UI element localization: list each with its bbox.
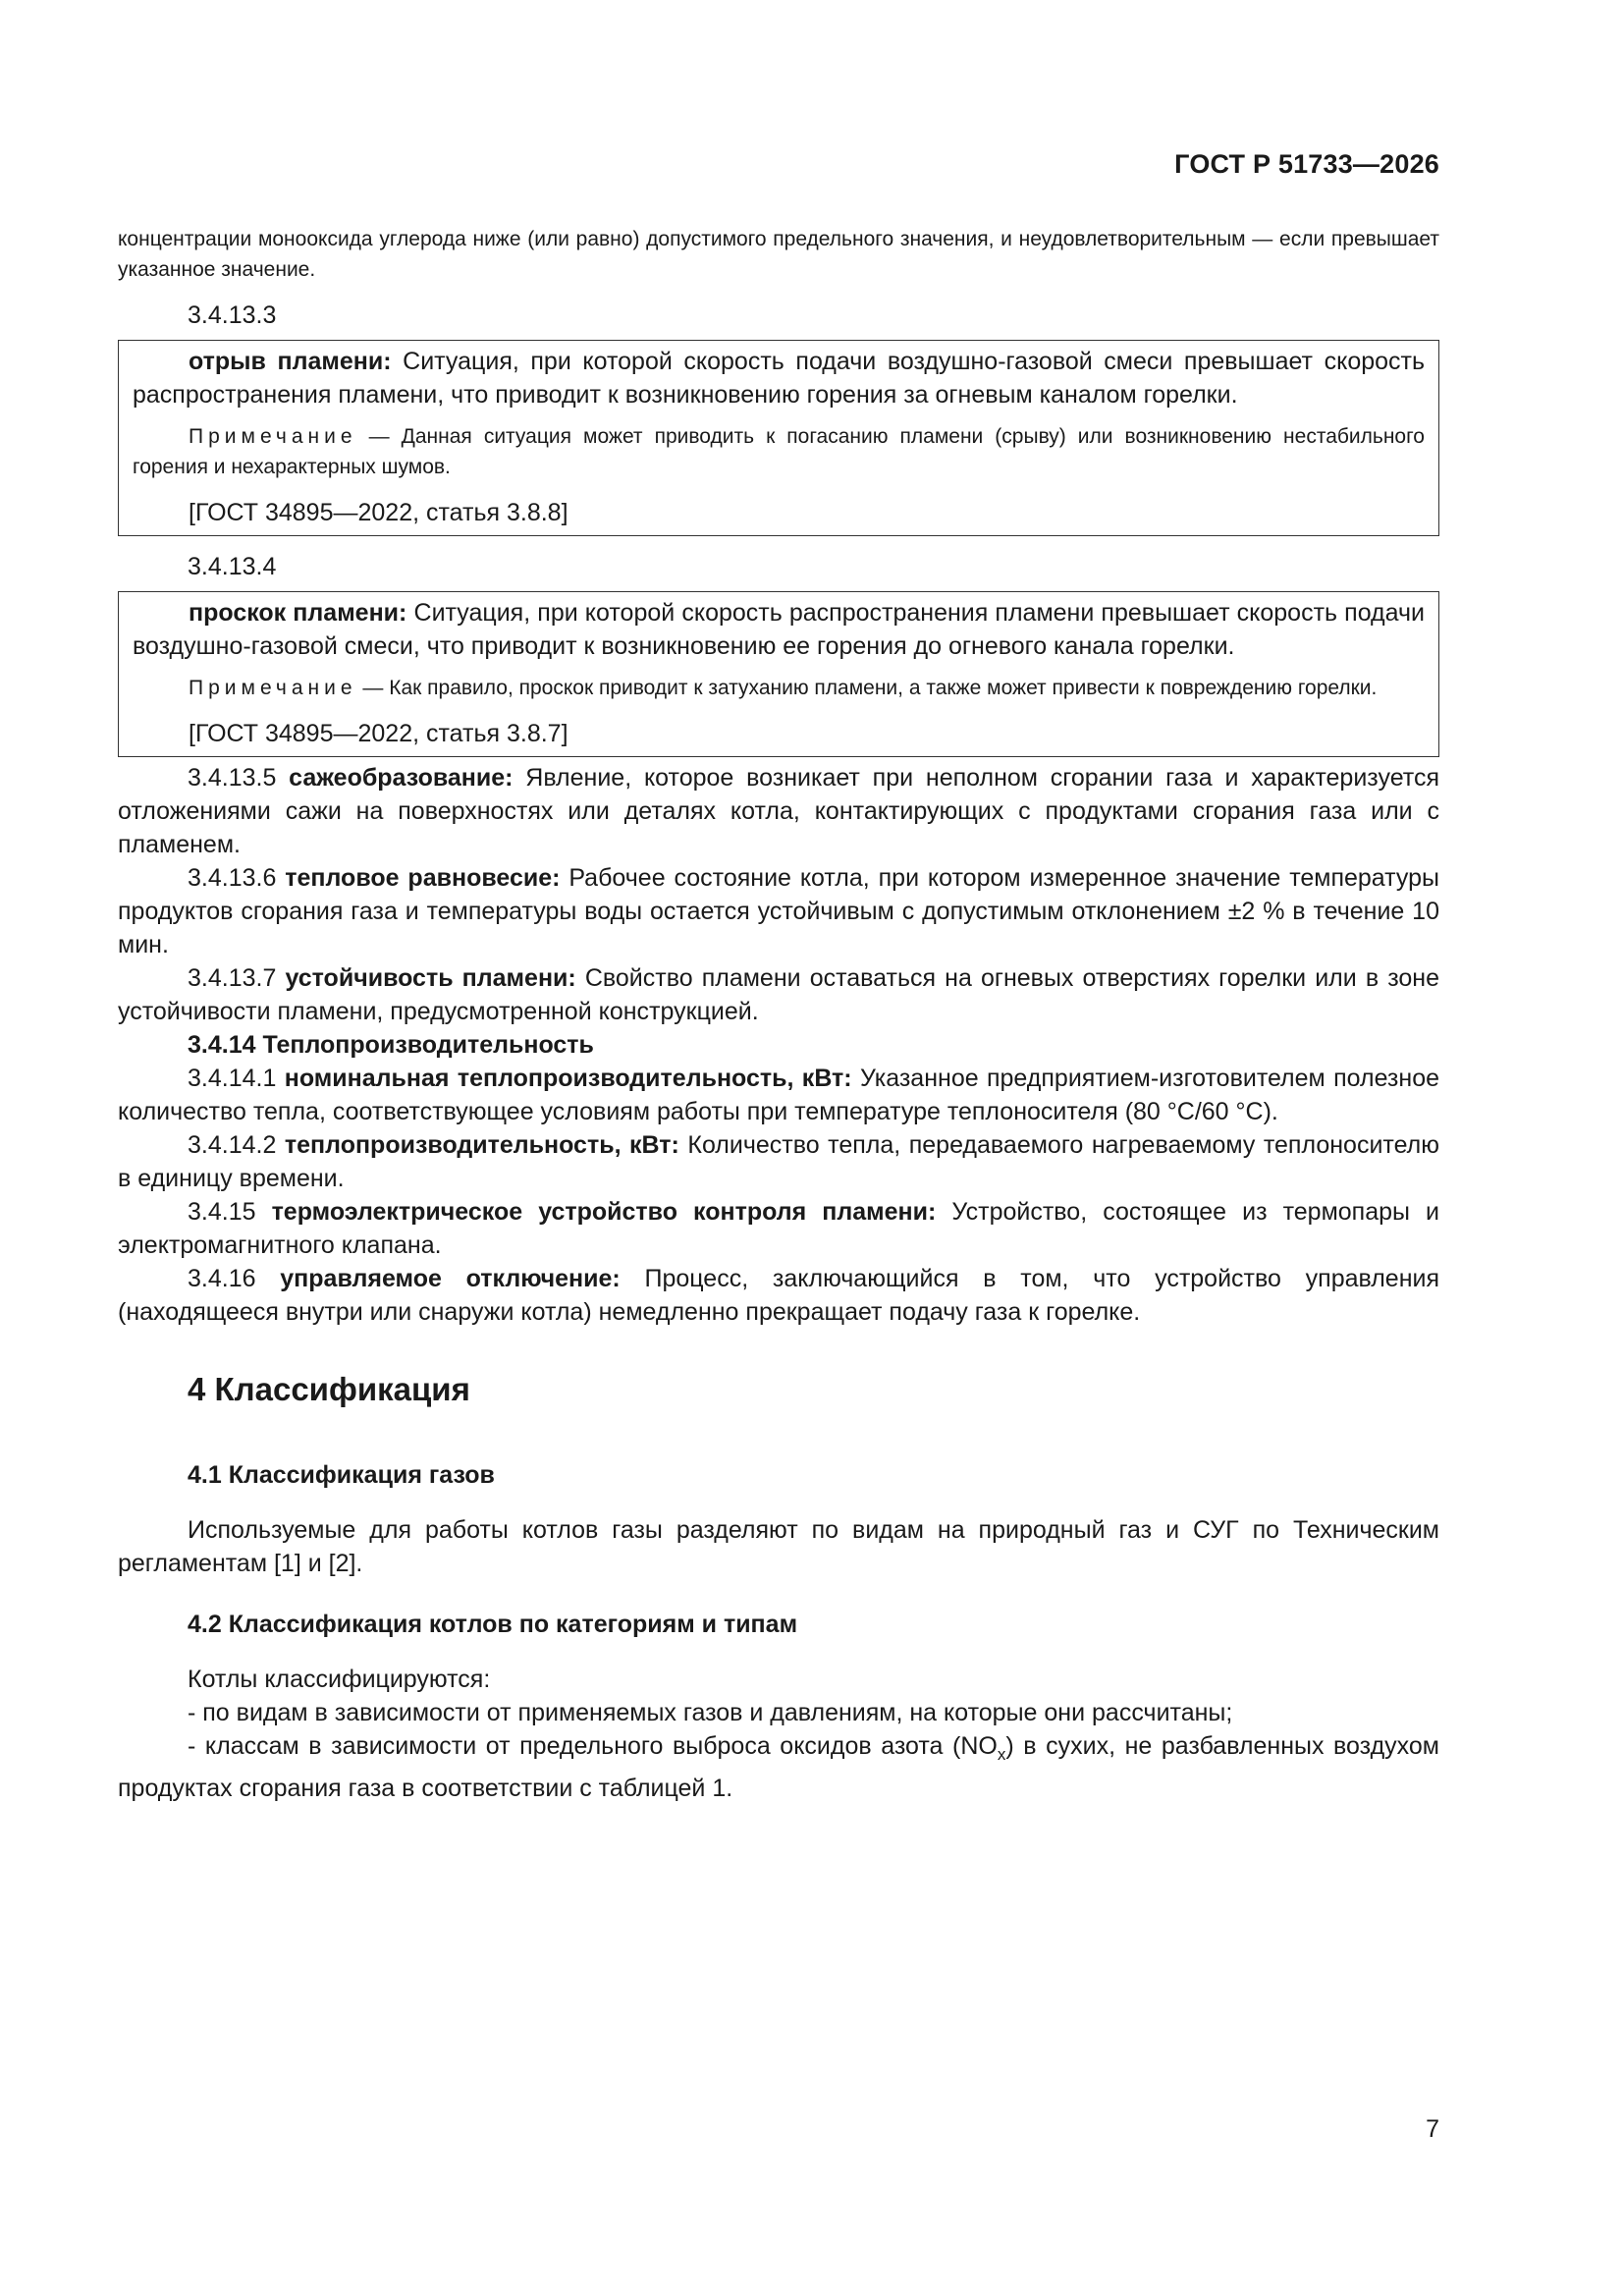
term-label: отрыв пламени:	[189, 348, 392, 375]
subscript: x	[997, 1745, 1006, 1764]
item-text: Указанное предприятием-изготовителем полезное количество тепла, соответствующее условиям работы при температуре теплоносителя (80 °С/60 °С).	[118, 1065, 1440, 1125]
term-list	[118, 761, 1439, 1329]
item-number: 3.4.15	[188, 1198, 272, 1226]
term-source: [ГОСТ 34895—2022, статья 3.8.7]	[189, 720, 568, 747]
item-term: устойчивость пламени:	[285, 964, 576, 992]
item-text: Устройство, состоящее из термопары и электромагнитного клапана.	[118, 1198, 1439, 1259]
item-term: теплопроизводительность, кВт:	[284, 1131, 679, 1159]
item-term: сажеобразование:	[289, 764, 514, 792]
item-term: номинальная теплопроизводительность, кВт:	[284, 1065, 852, 1092]
intro-paragraph: концентрации монооксида углерода ниже (или равно) допустимого предельного значения, и неудовлетворительным — если превышает указанное значение.	[118, 228, 1439, 281]
item-text: Количество тепла, передаваемого нагреваемому теплоносителю в единицу времени.	[118, 1131, 1439, 1192]
term-box-flame-lift	[118, 340, 1439, 536]
term-item	[118, 1128, 1439, 1195]
item-text: Рабочее состояние котла, при котором измеренное значение температуры продуктов сгорания газа и температуры воды остается устойчивым с допустимым отклонением ±2 % в течение 10 мин.	[118, 864, 1439, 958]
document-body	[118, 224, 1439, 1805]
term-item	[118, 1062, 1439, 1128]
list-item-text: ) в сухих, не разбавленных воздухом продуктах сгорания газа в соответствии с таблицей 1.	[118, 1732, 1439, 1802]
item-term: 3.4.14 Теплопроизводительность	[188, 1031, 594, 1059]
subsection-heading-gases: 4.1 Классификация газов	[188, 1461, 495, 1489]
item-term: управляемое отключение:	[280, 1265, 621, 1292]
term-item	[118, 1195, 1439, 1262]
item-number: 3.4.13.6	[188, 864, 286, 892]
term-item	[118, 961, 1439, 1028]
item-text: Свойство пламени оставаться на огневых отверстиях горелки или в зоне устойчивости пламени, предусмотренной конструкцией.	[118, 964, 1439, 1025]
term-box-flashback	[118, 591, 1439, 757]
definition-text: Ситуация, при которой скорость распространения пламени превышает скорость подачи воздушно-газовой смеси, что приводит к возникновению ее горения до огневого канала горелки.	[133, 599, 1425, 660]
term-number-3-4-13-3: 3.4.13.3	[188, 301, 277, 329]
term-item	[118, 861, 1439, 961]
boilers-intro: Котлы классифицируются:	[188, 1666, 491, 1693]
gases-paragraph: Используемые для работы котлов газы разделяют по видам на природный газ и СУГ по Техническим регламентам [1] и [2].	[118, 1516, 1439, 1577]
subsection-heading	[118, 1028, 1439, 1062]
document-header: ГОСТ Р 51733—2026	[1174, 149, 1439, 179]
list-item	[118, 1729, 1439, 1805]
term-note	[133, 673, 1425, 703]
term-label: проскок пламени:	[189, 599, 407, 627]
term-source: [ГОСТ 34895—2022, статья 3.8.8]	[189, 499, 568, 526]
item-number: 3.4.14.1	[188, 1065, 285, 1092]
item-number: 3.4.13.7	[188, 964, 286, 992]
item-term: тепловое равновесие:	[285, 864, 561, 892]
item-number: 3.4.14.2	[188, 1131, 285, 1159]
note-label: Примечание	[189, 425, 357, 448]
item-number: 3.4.16	[188, 1265, 281, 1292]
list-item-text: - классам в зависимости от предельного выброса оксидов азота (NO	[188, 1732, 998, 1760]
item-text: Процесс, заключающийся в том, что устройство управления (находящееся внутри или снаружи котла) немедленно прекращает подачу газа к горелке.	[118, 1265, 1440, 1326]
definition-text: Ситуация, при которой скорость подачи воздушно-газовой смеси превышает скорость распространения пламени, что приводит к возникновению горения за огневым каналом горелки.	[133, 348, 1426, 409]
subsection-heading-boilers: 4.2 Классификация котлов по категориям и типам	[188, 1611, 798, 1638]
term-definition	[133, 596, 1425, 663]
term-item	[118, 1262, 1439, 1329]
item-text: Явление, которое возникает при неполном сгорании газа и характеризуется отложениями сажи на поверхностях или деталях котла, контактирующих с продуктами сгорания газа или с пламенем.	[118, 764, 1439, 858]
note-text: — Как правило, проскок приводит к затуханию пламени, а также может привести к повреждению горелки.	[356, 677, 1378, 699]
note-text: — Данная ситуация может приводить к погасанию пламени (срыву) или возникновению нестабильного горения и нехарактерных шумов.	[133, 425, 1425, 478]
term-definition	[133, 345, 1425, 411]
term-number-3-4-13-4: 3.4.13.4	[188, 553, 277, 580]
item-term: термоэлектрическое устройство контроля пламени:	[271, 1198, 937, 1226]
note-label: Примечание	[189, 677, 357, 699]
term-note	[133, 421, 1425, 482]
section-heading-classification: 4 Классификация	[188, 1371, 470, 1407]
term-item	[118, 761, 1439, 861]
page-number: 7	[1426, 2115, 1439, 2143]
list-item: - по видам в зависимости от применяемых газов и давлениям, на которые они рассчитаны;	[188, 1699, 1233, 1726]
item-number: 3.4.13.5	[188, 764, 290, 792]
